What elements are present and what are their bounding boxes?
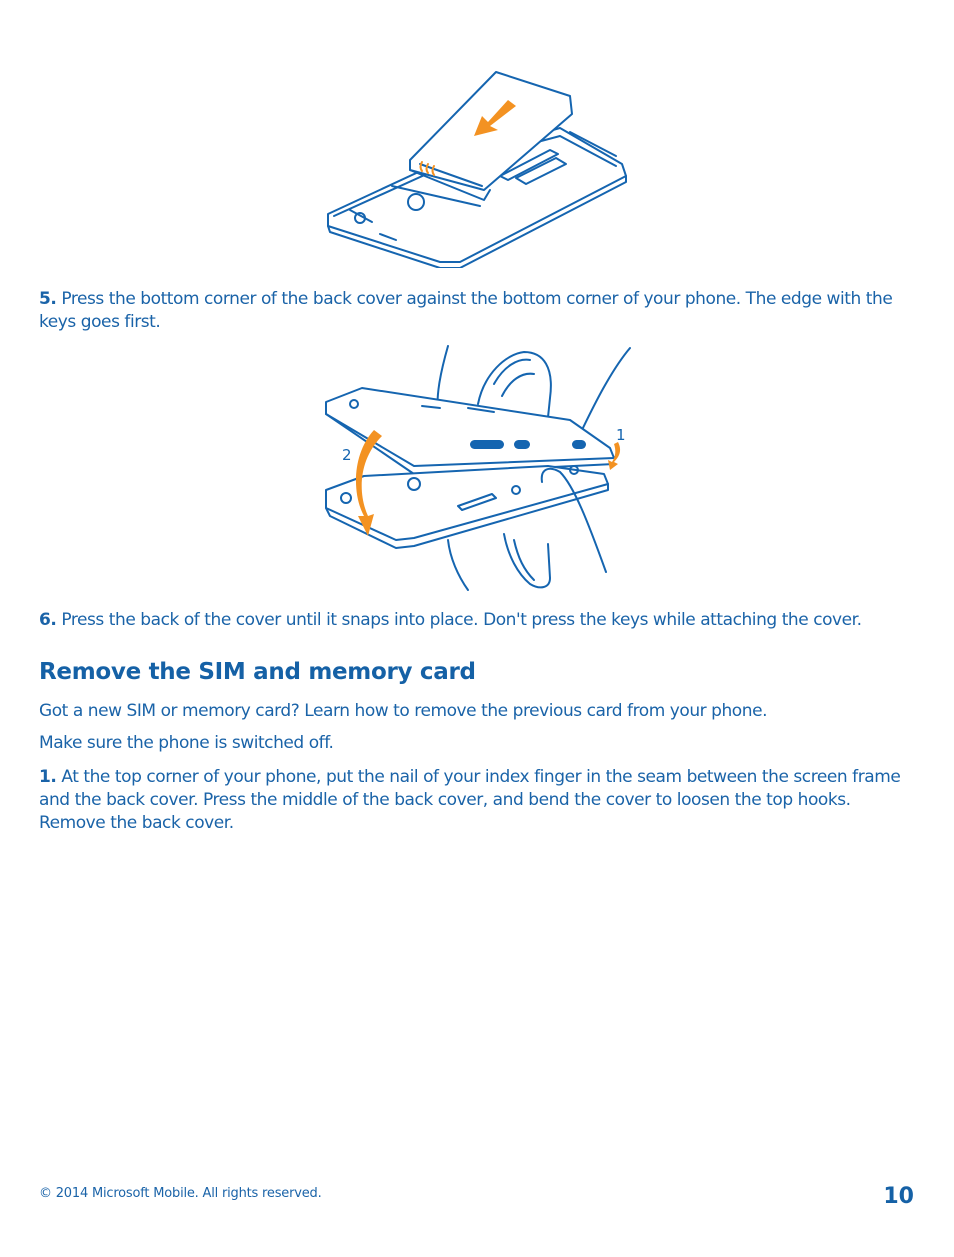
section-intro: Got a new SIM or memory card? Learn how to remove the previous card from your phone. — [39, 701, 768, 721]
section-note: Make sure the phone is switched off. — [39, 733, 334, 753]
step-number: 6. — [39, 610, 57, 630]
step-number: 5. — [39, 289, 57, 309]
label-2: 2 — [342, 446, 352, 464]
label-1: 1 — [616, 426, 626, 444]
footer-copyright: © 2014 Microsoft Mobile. All rights reserved. — [39, 1186, 322, 1201]
back-cover-attach-illustration — [318, 344, 638, 594]
battery-insert-illustration — [320, 66, 640, 268]
step-text: Press the back of the cover until it snaps into place. Don't press the keys while attaching the cover. — [56, 610, 862, 630]
step-text: At the top corner of your phone, put the nail of your index finger in the seam between the screen frame and the back cover. Press the middle of the back cover, and bend the cover to loosen the top hooks. Remove the back cover. — [39, 767, 901, 833]
page-number: 10 — [883, 1184, 914, 1209]
section-step-1 — [39, 766, 919, 835]
section-heading: Remove the SIM and memory card — [39, 659, 476, 685]
step-number: 1. — [39, 767, 57, 787]
step-5 — [39, 288, 919, 334]
step-text: Press the bottom corner of the back cover against the bottom corner of your phone. The edge with the keys goes first. — [39, 289, 893, 332]
step-6 — [39, 609, 919, 632]
